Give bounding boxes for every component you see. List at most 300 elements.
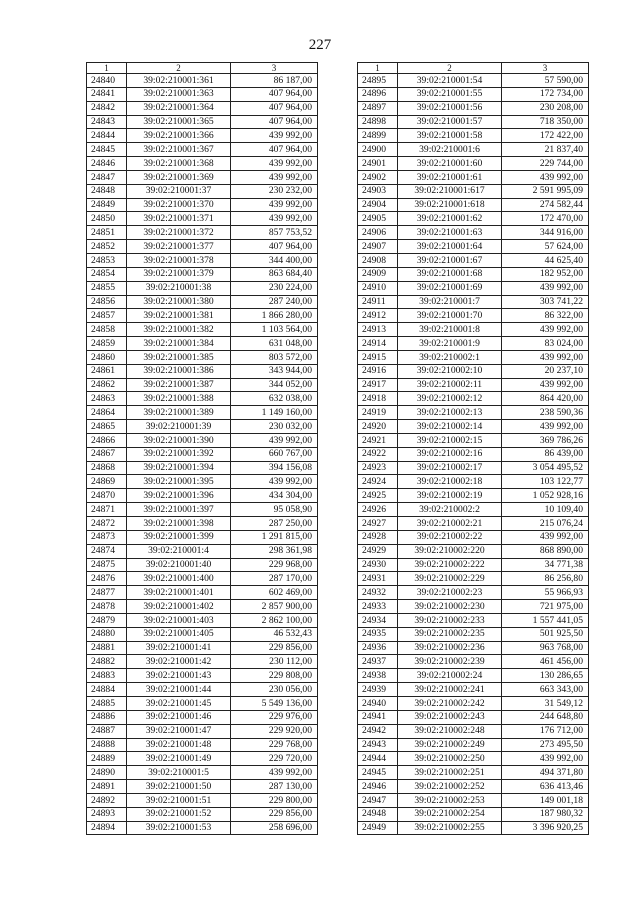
cadastral-number-cell: 39:02:210001:6 xyxy=(398,143,502,157)
cadastral-number-cell: 39:02:210001:401 xyxy=(127,586,231,600)
table-row xyxy=(87,696,318,710)
row-number-cell: 24885 xyxy=(87,696,127,710)
value-cell: 1 052 928,16 xyxy=(502,489,589,503)
row-number-cell: 24892 xyxy=(87,793,127,807)
cadastral-number-cell: 39:02:210001:68 xyxy=(398,267,502,281)
table-row xyxy=(358,586,589,600)
value-cell: 439 992,00 xyxy=(502,281,589,295)
row-number-cell: 24886 xyxy=(87,710,127,724)
table-row xyxy=(87,378,318,392)
value-cell: 3 396 920,25 xyxy=(502,821,589,835)
cadastral-number-cell: 39:02:210002:24 xyxy=(398,669,502,683)
cadastral-number-cell: 39:02:210001:64 xyxy=(398,240,502,254)
value-cell: 130 286,65 xyxy=(502,669,589,683)
cadastral-number-cell: 39:02:210001:52 xyxy=(127,807,231,821)
value-cell: 287 240,00 xyxy=(231,295,318,309)
table-row xyxy=(358,447,589,461)
table-row xyxy=(87,793,318,807)
table-row xyxy=(87,253,318,267)
row-number-cell: 24915 xyxy=(358,350,398,364)
row-number-cell: 24896 xyxy=(358,87,398,101)
cadastral-number-cell: 39:02:210001:49 xyxy=(127,752,231,766)
row-number-cell: 24935 xyxy=(358,627,398,641)
cadastral-number-cell: 39:02:210001:386 xyxy=(127,364,231,378)
row-number-cell: 24917 xyxy=(358,378,398,392)
table-row xyxy=(358,392,589,406)
table-row xyxy=(358,323,589,337)
header-row xyxy=(87,63,318,74)
value-cell: 10 109,40 xyxy=(502,503,589,517)
table-row xyxy=(87,143,318,157)
cadastral-number-cell: 39:02:210002:229 xyxy=(398,572,502,586)
row-number-cell: 24925 xyxy=(358,489,398,503)
value-cell: 632 038,00 xyxy=(231,392,318,406)
table-row xyxy=(358,337,589,351)
cadastral-number-cell: 39:02:210001:399 xyxy=(127,530,231,544)
cadastral-number-cell: 39:02:210002:18 xyxy=(398,475,502,489)
cadastral-number-cell: 39:02:210001:9 xyxy=(398,337,502,351)
cadastral-number-cell: 39:02:210001:43 xyxy=(127,669,231,683)
row-number-cell: 24843 xyxy=(87,115,127,129)
row-number-cell: 24875 xyxy=(87,558,127,572)
value-cell: 394 156,08 xyxy=(231,461,318,475)
value-cell: 407 964,00 xyxy=(231,143,318,157)
value-cell: 407 964,00 xyxy=(231,240,318,254)
table-row xyxy=(358,433,589,447)
table-row xyxy=(87,87,318,101)
row-number-cell: 24879 xyxy=(87,613,127,627)
value-cell: 494 371,80 xyxy=(502,766,589,780)
row-number-cell: 24884 xyxy=(87,683,127,697)
value-cell: 229 976,00 xyxy=(231,710,318,724)
row-number-cell: 24903 xyxy=(358,184,398,198)
value-cell: 274 582,44 xyxy=(502,198,589,212)
value-cell: 176 712,00 xyxy=(502,724,589,738)
row-number-cell: 24932 xyxy=(358,586,398,600)
cadastral-number-cell: 39:02:210001:41 xyxy=(127,641,231,655)
cadastral-number-cell: 39:02:210001:392 xyxy=(127,447,231,461)
row-number-cell: 24912 xyxy=(358,309,398,323)
cadastral-number-cell: 39:02:210002:253 xyxy=(398,793,502,807)
row-number-cell: 24940 xyxy=(358,696,398,710)
cadastral-number-cell: 39:02:210001:69 xyxy=(398,281,502,295)
row-number-cell: 24906 xyxy=(358,226,398,240)
cadastral-number-cell: 39:02:210001:39 xyxy=(127,420,231,434)
table-row xyxy=(87,586,318,600)
row-number-cell: 24888 xyxy=(87,738,127,752)
value-cell: 229 856,00 xyxy=(231,641,318,655)
row-number-cell: 24841 xyxy=(87,87,127,101)
value-cell: 439 992,00 xyxy=(502,378,589,392)
value-cell: 663 343,00 xyxy=(502,683,589,697)
table-row xyxy=(87,766,318,780)
table-row xyxy=(87,600,318,614)
row-number-cell: 24900 xyxy=(358,143,398,157)
row-number-cell: 24842 xyxy=(87,101,127,115)
value-cell: 439 992,00 xyxy=(231,170,318,184)
value-cell: 298 361,98 xyxy=(231,544,318,558)
cadastral-number-cell: 39:02:210002:12 xyxy=(398,392,502,406)
table-row xyxy=(358,600,589,614)
row-number-cell: 24930 xyxy=(358,558,398,572)
value-cell: 230 232,00 xyxy=(231,184,318,198)
table-row xyxy=(87,157,318,171)
value-cell: 55 966,93 xyxy=(502,586,589,600)
value-cell: 172 734,00 xyxy=(502,87,589,101)
cadastral-number-cell: 39:02:210001:363 xyxy=(127,87,231,101)
value-cell: 434 304,00 xyxy=(231,489,318,503)
value-cell: 3 054 495,52 xyxy=(502,461,589,475)
value-cell: 439 992,00 xyxy=(502,323,589,337)
cadastral-number-cell: 39:02:210002:241 xyxy=(398,683,502,697)
row-number-cell: 24894 xyxy=(87,821,127,835)
value-cell: 439 992,00 xyxy=(231,129,318,143)
table-row xyxy=(87,821,318,835)
table-row xyxy=(87,683,318,697)
value-cell: 57 590,00 xyxy=(502,74,589,88)
row-number-cell: 24923 xyxy=(358,461,398,475)
table-row xyxy=(87,655,318,669)
value-cell: 230 056,00 xyxy=(231,683,318,697)
value-cell: 2 591 995,09 xyxy=(502,184,589,198)
cadastral-number-cell: 39:02:210002:252 xyxy=(398,780,502,794)
value-cell: 172 470,00 xyxy=(502,212,589,226)
cadastral-number-cell: 39:02:210001:60 xyxy=(398,157,502,171)
cadastral-number-cell: 39:02:210001:38 xyxy=(127,281,231,295)
table-row xyxy=(358,696,589,710)
row-number-cell: 24911 xyxy=(358,295,398,309)
value-cell: 407 964,00 xyxy=(231,87,318,101)
value-cell: 1 291 815,00 xyxy=(231,530,318,544)
cadastral-number-cell: 39:02:210001:55 xyxy=(398,87,502,101)
cadastral-number-cell: 39:02:210002:21 xyxy=(398,517,502,531)
table-row xyxy=(358,738,589,752)
table-row xyxy=(358,641,589,655)
row-number-cell: 24848 xyxy=(87,184,127,198)
cadastral-number-cell: 39:02:210002:230 xyxy=(398,600,502,614)
row-number-cell: 24907 xyxy=(358,240,398,254)
table-row xyxy=(358,489,589,503)
cadastral-number-cell: 39:02:210002:239 xyxy=(398,655,502,669)
table-row xyxy=(358,143,589,157)
table-row xyxy=(87,780,318,794)
table-row xyxy=(358,572,589,586)
table-row xyxy=(87,101,318,115)
table-row xyxy=(358,669,589,683)
table-row xyxy=(87,627,318,641)
row-number-cell: 24916 xyxy=(358,364,398,378)
cadastral-number-cell: 39:02:210002:222 xyxy=(398,558,502,572)
table-row xyxy=(358,378,589,392)
right-data-table xyxy=(357,62,589,835)
value-cell: 44 625,40 xyxy=(502,253,589,267)
row-number-cell: 24861 xyxy=(87,364,127,378)
cadastral-number-cell: 39:02:210001:394 xyxy=(127,461,231,475)
row-number-cell: 24933 xyxy=(358,600,398,614)
value-cell: 229 720,00 xyxy=(231,752,318,766)
table-row xyxy=(87,710,318,724)
row-number-cell: 24890 xyxy=(87,766,127,780)
row-number-cell: 24945 xyxy=(358,766,398,780)
value-cell: 344 052,00 xyxy=(231,378,318,392)
table-row xyxy=(87,184,318,198)
cadastral-number-cell: 39:02:210001:61 xyxy=(398,170,502,184)
value-cell: 182 952,00 xyxy=(502,267,589,281)
value-cell: 229 968,00 xyxy=(231,558,318,572)
row-number-cell: 24859 xyxy=(87,337,127,351)
value-cell: 86 322,00 xyxy=(502,309,589,323)
value-cell: 103 122,77 xyxy=(502,475,589,489)
value-cell: 439 992,00 xyxy=(231,157,318,171)
cadastral-number-cell: 39:02:210001:54 xyxy=(398,74,502,88)
table-row xyxy=(358,74,589,88)
table-row xyxy=(87,406,318,420)
cadastral-number-cell: 39:02:210002:16 xyxy=(398,447,502,461)
value-cell: 287 130,00 xyxy=(231,780,318,794)
cadastral-number-cell: 39:02:210001:396 xyxy=(127,489,231,503)
cadastral-number-cell: 39:02:210001:5 xyxy=(127,766,231,780)
table-row xyxy=(358,530,589,544)
column-header-3: 3 xyxy=(502,63,589,74)
cadastral-number-cell: 39:02:210001:379 xyxy=(127,267,231,281)
row-number-cell: 24847 xyxy=(87,170,127,184)
value-cell: 1 103 564,00 xyxy=(231,323,318,337)
value-cell: 1 866 280,00 xyxy=(231,309,318,323)
cadastral-number-cell: 39:02:210002:220 xyxy=(398,544,502,558)
cadastral-number-cell: 39:02:210002:242 xyxy=(398,696,502,710)
table-row xyxy=(87,807,318,821)
table-row xyxy=(87,669,318,683)
cadastral-number-cell: 39:02:210002:254 xyxy=(398,807,502,821)
table-row xyxy=(87,641,318,655)
value-cell: 439 992,00 xyxy=(502,350,589,364)
row-number-cell: 24922 xyxy=(358,447,398,461)
cadastral-number-cell: 39:02:210002:251 xyxy=(398,766,502,780)
table-row xyxy=(87,613,318,627)
row-number-cell: 24899 xyxy=(358,129,398,143)
table-row xyxy=(358,281,589,295)
table-row xyxy=(358,420,589,434)
table-row xyxy=(87,115,318,129)
row-number-cell: 24897 xyxy=(358,101,398,115)
table-row xyxy=(87,74,318,88)
table-row xyxy=(358,821,589,835)
table-row xyxy=(358,793,589,807)
cadastral-number-cell: 39:02:210001:387 xyxy=(127,378,231,392)
cadastral-number-cell: 39:02:210002:235 xyxy=(398,627,502,641)
table-row xyxy=(358,655,589,669)
row-number-cell: 24864 xyxy=(87,406,127,420)
cadastral-number-cell: 39:02:210002:11 xyxy=(398,378,502,392)
cadastral-number-cell: 39:02:210002:236 xyxy=(398,641,502,655)
cadastral-number-cell: 39:02:210001:402 xyxy=(127,600,231,614)
column-header-2: 2 xyxy=(127,63,231,74)
table-row xyxy=(358,157,589,171)
value-cell: 343 944,00 xyxy=(231,364,318,378)
value-cell: 230 032,00 xyxy=(231,420,318,434)
value-cell: 344 400,00 xyxy=(231,253,318,267)
table-row xyxy=(358,517,589,531)
cadastral-number-cell: 39:02:210001:403 xyxy=(127,613,231,627)
table-row xyxy=(87,752,318,766)
table-row xyxy=(358,115,589,129)
row-number-cell: 24928 xyxy=(358,530,398,544)
cadastral-number-cell: 39:02:210001:58 xyxy=(398,129,502,143)
table-row xyxy=(358,710,589,724)
cadastral-number-cell: 39:02:210001:63 xyxy=(398,226,502,240)
value-cell: 2 857 900,00 xyxy=(231,600,318,614)
column-header-3: 3 xyxy=(231,63,318,74)
row-number-cell: 24872 xyxy=(87,517,127,531)
cadastral-number-cell: 39:02:210001:395 xyxy=(127,475,231,489)
row-number-cell: 24868 xyxy=(87,461,127,475)
cadastral-number-cell: 39:02:210001:56 xyxy=(398,101,502,115)
row-number-cell: 24919 xyxy=(358,406,398,420)
row-number-cell: 24944 xyxy=(358,752,398,766)
cadastral-number-cell: 39:02:210001:388 xyxy=(127,392,231,406)
cadastral-number-cell: 39:02:210001:400 xyxy=(127,572,231,586)
value-cell: 229 920,00 xyxy=(231,724,318,738)
row-number-cell: 24927 xyxy=(358,517,398,531)
cadastral-number-cell: 39:02:210002:10 xyxy=(398,364,502,378)
table-row xyxy=(358,240,589,254)
column-header-1: 1 xyxy=(358,63,398,74)
value-cell: 229 808,00 xyxy=(231,669,318,683)
table-row xyxy=(87,281,318,295)
row-number-cell: 24870 xyxy=(87,489,127,503)
table-row xyxy=(87,364,318,378)
row-number-cell: 24948 xyxy=(358,807,398,821)
table-row xyxy=(358,780,589,794)
value-cell: 439 992,00 xyxy=(502,170,589,184)
cadastral-number-cell: 39:02:210001:51 xyxy=(127,793,231,807)
row-number-cell: 24947 xyxy=(358,793,398,807)
table-row xyxy=(87,323,318,337)
row-number-cell: 24920 xyxy=(358,420,398,434)
value-cell: 230 208,00 xyxy=(502,101,589,115)
row-number-cell: 24914 xyxy=(358,337,398,351)
table-row xyxy=(358,364,589,378)
cadastral-number-cell: 39:02:210002:23 xyxy=(398,586,502,600)
value-cell: 287 250,00 xyxy=(231,517,318,531)
cadastral-number-cell: 39:02:210001:365 xyxy=(127,115,231,129)
value-cell: 5 549 136,00 xyxy=(231,696,318,710)
table-row xyxy=(358,309,589,323)
row-number-cell: 24867 xyxy=(87,447,127,461)
row-number-cell: 24878 xyxy=(87,600,127,614)
table-row xyxy=(358,807,589,821)
value-cell: 501 925,50 xyxy=(502,627,589,641)
row-number-cell: 24857 xyxy=(87,309,127,323)
row-number-cell: 24858 xyxy=(87,323,127,337)
row-number-cell: 24855 xyxy=(87,281,127,295)
cadastral-number-cell: 39:02:210001:618 xyxy=(398,198,502,212)
row-number-cell: 24895 xyxy=(358,74,398,88)
cadastral-number-cell: 39:02:210001:368 xyxy=(127,157,231,171)
table-row xyxy=(358,212,589,226)
page-number: 227 xyxy=(308,37,332,53)
table-row xyxy=(358,350,589,364)
row-number-cell: 24924 xyxy=(358,475,398,489)
cadastral-number-cell: 39:02:210001:378 xyxy=(127,253,231,267)
table-row xyxy=(358,766,589,780)
value-cell: 439 992,00 xyxy=(502,752,589,766)
table-row xyxy=(87,392,318,406)
table-row xyxy=(87,420,318,434)
row-number-cell: 24883 xyxy=(87,669,127,683)
row-number-cell: 24946 xyxy=(358,780,398,794)
value-cell: 258 696,00 xyxy=(231,821,318,835)
row-number-cell: 24926 xyxy=(358,503,398,517)
value-cell: 439 992,00 xyxy=(502,420,589,434)
cadastral-number-cell: 39:02:210001:364 xyxy=(127,101,231,115)
table-row xyxy=(358,226,589,240)
row-number-cell: 24874 xyxy=(87,544,127,558)
table-row xyxy=(358,295,589,309)
cadastral-number-cell: 39:02:210001:7 xyxy=(398,295,502,309)
value-cell: 187 980,32 xyxy=(502,807,589,821)
row-number-cell: 24865 xyxy=(87,420,127,434)
value-cell: 407 964,00 xyxy=(231,101,318,115)
value-cell: 86 256,80 xyxy=(502,572,589,586)
cadastral-number-cell: 39:02:210001:405 xyxy=(127,627,231,641)
row-number-cell: 24901 xyxy=(358,157,398,171)
cadastral-number-cell: 39:02:210002:13 xyxy=(398,406,502,420)
value-cell: 273 495,50 xyxy=(502,738,589,752)
value-cell: 407 964,00 xyxy=(231,115,318,129)
value-cell: 439 992,00 xyxy=(231,475,318,489)
table-row xyxy=(358,544,589,558)
cadastral-number-cell: 39:02:210001:40 xyxy=(127,558,231,572)
table-row xyxy=(87,350,318,364)
row-number-cell: 24937 xyxy=(358,655,398,669)
row-number-cell: 24942 xyxy=(358,724,398,738)
row-number-cell: 24866 xyxy=(87,433,127,447)
table-row xyxy=(358,184,589,198)
cadastral-number-cell: 39:02:210001:367 xyxy=(127,143,231,157)
row-number-cell: 24908 xyxy=(358,253,398,267)
table-row xyxy=(358,170,589,184)
value-cell: 439 992,00 xyxy=(231,766,318,780)
cadastral-number-cell: 39:02:210001:389 xyxy=(127,406,231,420)
value-cell: 46 532,43 xyxy=(231,627,318,641)
row-number-cell: 24943 xyxy=(358,738,398,752)
table-row xyxy=(358,406,589,420)
cadastral-number-cell: 39:02:210001:385 xyxy=(127,350,231,364)
table-row xyxy=(87,572,318,586)
table-row xyxy=(87,517,318,531)
value-cell: 857 753,52 xyxy=(231,226,318,240)
table-row xyxy=(358,101,589,115)
value-cell: 963 768,00 xyxy=(502,641,589,655)
cadastral-number-cell: 39:02:210002:17 xyxy=(398,461,502,475)
table-row xyxy=(358,267,589,281)
cadastral-number-cell: 39:02:210001:8 xyxy=(398,323,502,337)
cadastral-number-cell: 39:02:210001:37 xyxy=(127,184,231,198)
value-cell: 439 992,00 xyxy=(231,433,318,447)
row-number-cell: 24910 xyxy=(358,281,398,295)
row-number-cell: 24869 xyxy=(87,475,127,489)
value-cell: 718 350,00 xyxy=(502,115,589,129)
row-number-cell: 24856 xyxy=(87,295,127,309)
cadastral-number-cell: 39:02:210001:47 xyxy=(127,724,231,738)
cadastral-number-cell: 39:02:210001:4 xyxy=(127,544,231,558)
header-row xyxy=(358,63,589,74)
row-number-cell: 24891 xyxy=(87,780,127,794)
row-number-cell: 24929 xyxy=(358,544,398,558)
row-number-cell: 24860 xyxy=(87,350,127,364)
cadastral-number-cell: 39:02:210002:22 xyxy=(398,530,502,544)
